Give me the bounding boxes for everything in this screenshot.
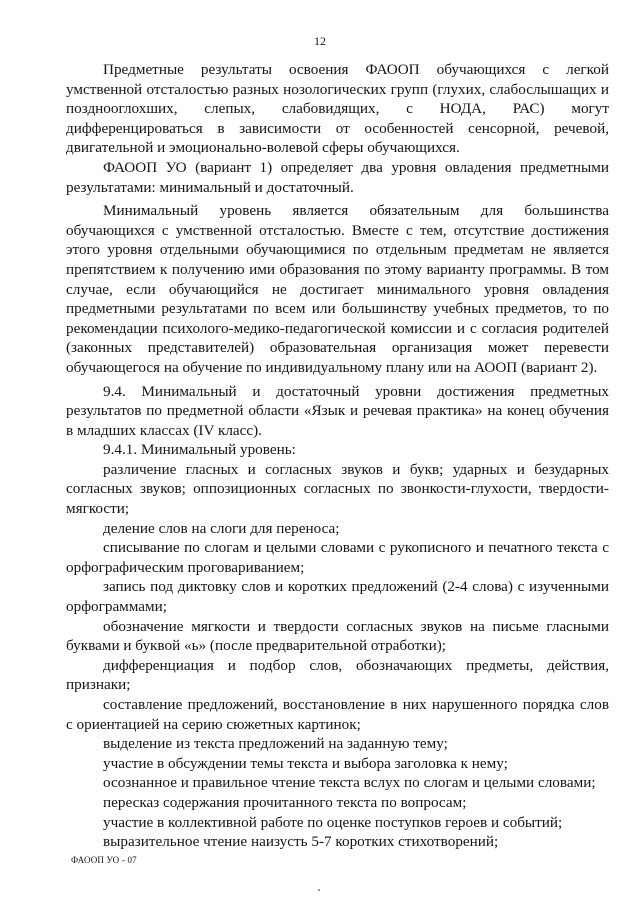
list-item: дифференциация и подбор слов, обозначающих предметы, действия, признаки; — [66, 656, 609, 694]
list-item: деление слов на слоги для переноса; — [103, 519, 340, 537]
scan-speck — [318, 889, 320, 891]
page-number: 12 — [314, 34, 326, 48]
list-item: участие в обсуждении темы текста и выбора заголовка к нему; — [103, 754, 508, 772]
list-item: участие в коллективной работе по оценке поступков героев и событий; — [103, 813, 563, 831]
list-item: пересказ содержания прочитанного текста по вопросам; — [103, 793, 467, 811]
paragraph-two-levels: ФАООП УО (вариант 1) определяет два уровня овладения предметными результатами: минимальный и достаточный. — [66, 158, 609, 196]
section-heading-9-4: 9.4. Минимальный и достаточный уровни достижения предметных результатов по предметной области «Язык и речевая практика» на конец обучения в младших классах (IV класс). — [66, 382, 609, 439]
list-item: осознанное и правильное чтение текста вслух по слогам и целыми словами; — [103, 774, 596, 792]
page-footer: ФАООП УО - 07 — [71, 855, 137, 865]
list-item: запись под диктовку слов и коротких предложений (2-4 слова) с изученными орфограммами; — [66, 578, 609, 616]
paragraph-minimal-level-mandatory: Минимальный уровень является обязательным для большинства обучающихся с умственной отсталостью. Вместе с тем, отсутствие достижения этого уровня отдельными обучающимися по отдельным предметам не является препятствием к получению ими образования по этому варианту программы. В том случае, если обучающийся не достигает минимального уровня овладения предметными результатами по всем или большинству учебных предметов, то по рекомендации психолого-медико-педагогической комиссии и с согласия родителей (законных представителей) образовательная организация может перевести обучающегося на обучение по индивидуальному плану или на АООП (вариант 2). — [66, 202, 609, 376]
list-item: различение гласных и согласных звуков и букв; ударных и безударных согласных звуков; оппозиционных согласных по звонкости-глухости, твердости-мягкости; — [66, 460, 609, 518]
list-item: составление предложений, восстановление в них нарушенного порядка слов с ориентацией на серию сюжетных картинок; — [66, 696, 609, 733]
section-heading-9-4-1: 9.4.1. Минимальный уровень: — [103, 441, 296, 459]
list-item: выразительное чтение наизусть 5-7 коротких стихотворений; — [103, 833, 499, 851]
list-item: выделение из текста предложений на заданную тему; — [103, 735, 448, 753]
list-item: списывание по слогам и целыми словами с рукописного и печатного текста с орфографическим проговариванием; — [66, 539, 609, 576]
document-body — [66, 60, 609, 852]
paragraph-subject-results-intro: Предметные результаты освоения ФАООП обучающихся с легкой умственной отсталостью разных нозологических групп (глухих, слабослышащих и позднооглохших, слепых, слабовидящих, с НОДА, РАС) могут дифференцироваться в зависимости от особенностей сенсорной, речевой, двигательной и эмоционально-волевой сферы обучающихся. — [66, 61, 609, 157]
list-item: обозначение мягкости и твердости согласных звуков на письме гласными буквами и буквой «ь» (после предварительной отработки); — [66, 617, 609, 655]
